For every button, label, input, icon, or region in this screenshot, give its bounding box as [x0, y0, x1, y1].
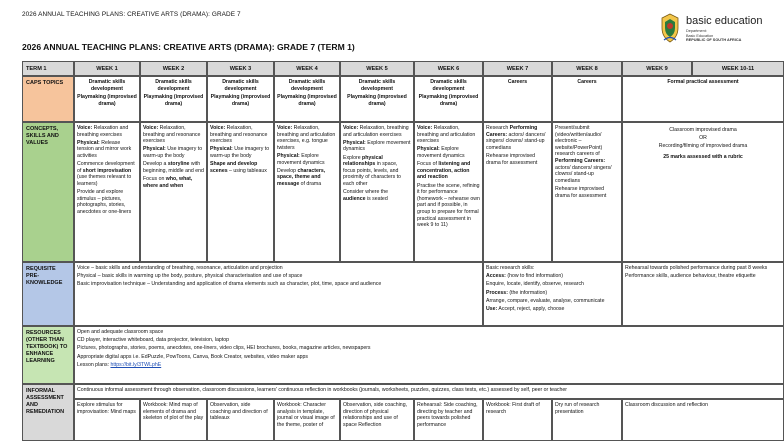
caps-week4: [274, 76, 340, 122]
caps-week5-topic: Dramatic skills development: [358, 79, 396, 92]
row-label-caps: CAPS TOPICS: [22, 76, 74, 122]
c5-d-bold: audience: [343, 195, 366, 202]
caps-week7-topic: Careers: [507, 79, 528, 85]
c7-a1: Research: [486, 125, 510, 131]
concepts-week6: [414, 122, 483, 262]
caps-week4-sub: Playmaking (improvised drama): [277, 94, 337, 107]
c9-c: 25 marks assessed with a rubric: [663, 153, 743, 160]
informal-week9-11: Classroom discussion and reflection: [622, 399, 784, 441]
pk-c3: Enquire, locate, identify, observe, research: [486, 281, 584, 288]
col-header-week8: WEEK 8: [552, 61, 622, 76]
c5-b: Explore movement dynamics: [343, 139, 411, 153]
col-header-week5: WEEK 5: [340, 61, 414, 76]
caps-week6: [414, 76, 483, 122]
res-l2: CD player, interactive whiteboard, data projector, television, laptop: [77, 337, 229, 344]
pk-c2-label: Access:: [486, 273, 506, 280]
c1-a: Relaxation and breathing exercises: [77, 125, 129, 138]
c8-a: Present/submit (video/written/audio/ electronic – website/PowerPoint) research careers of: [555, 125, 603, 158]
logo-name: basic education: [686, 15, 763, 27]
caps-week5: [340, 76, 414, 122]
caps-week2-topic: Dramatic skills development: [155, 79, 192, 92]
department-logo: [658, 13, 778, 43]
pk-main-1: Voice – basic skills and understanding of breathing, resonance, articulation and projection: [77, 265, 283, 271]
c9-or: OR: [699, 135, 707, 142]
row-label-prereq: REQUISITE PRE-KNOWLEDGE: [22, 262, 74, 326]
informal-week4: Workbook: Character analysis in template, journal or visual image of the theme, poster of: [274, 399, 340, 441]
c9-b: Recording/filming of improvised drama: [658, 143, 748, 150]
c3-b: Use imagery to warm-up the body: [210, 146, 270, 159]
concepts-week8: [552, 122, 622, 262]
prereq-weeks1-6: [74, 262, 483, 326]
concepts-week4: [274, 122, 340, 262]
res-l5: Lesson plans:: [77, 361, 111, 368]
c2-c2: with beginning, middle and end: [143, 161, 204, 174]
c7-b: Rehearse improvised drama for assessment: [486, 152, 538, 166]
caps-week1-sub: Playmaking (improvised drama): [77, 94, 137, 107]
c5-d1: Consider where the: [343, 189, 388, 196]
col-header-week3: WEEK 3: [207, 61, 274, 76]
col-header-week9: WEEK 9: [622, 61, 692, 76]
res-l3: Pictures, photographs, stories, poems, anecdotes, one-liners, video clips, HEI brochures, books, magazine articles, newspapers: [77, 345, 371, 352]
c1-a-label: Voice:: [77, 125, 93, 131]
c4-c-bold: characters, space, theme and message: [277, 167, 326, 187]
caps-week3-sub: Playmaking (improvised drama): [210, 94, 271, 107]
c3-a: Relaxation, breathing and resonance exercises: [210, 125, 268, 145]
concepts-week5: [340, 122, 414, 262]
pk-c6: Accept, reject, apply, choose: [497, 305, 565, 312]
concepts-week2: [140, 122, 207, 262]
caps-week6-sub: Playmaking (improvised drama): [418, 94, 479, 107]
c8-a-bold: Performing Careers:: [555, 157, 606, 164]
concepts-week1: [74, 122, 140, 262]
coat-of-arms-icon: [658, 13, 682, 43]
c4-c2: of drama: [299, 180, 322, 187]
c7-a2: actors/ dancers/ singers/ clowns/ stand-up comedians: [486, 131, 546, 151]
col-header-week7: WEEK 7: [483, 61, 552, 76]
c5-c2: in space, focus points, levels, and proximity of characters to each other: [343, 161, 401, 187]
informal-week1: Explore stimulus for improvisation: Mind maps: [74, 399, 140, 441]
logo-line-3: REPUBLIC OF SOUTH AFRICA: [686, 38, 742, 42]
pk-main-2: Physical – basic skills in warming up the body, posture, physical characterisation and use of space: [77, 273, 303, 280]
caps-week7: [483, 76, 552, 122]
caps-week2: [140, 76, 207, 122]
c4-b: Explore movement dynamics: [277, 152, 325, 166]
res-l1: Open and adequate classroom space: [77, 329, 164, 335]
caps-week1-topic: Dramatic skills development: [88, 79, 126, 92]
informal-week3: Observation, side coaching and direction of tableaux: [207, 399, 274, 441]
c4-c1: Develop: [277, 167, 298, 174]
caps-week4-topic: Dramatic skills development: [288, 79, 326, 92]
pk-f2: Performance skills, audience behaviour, theatre etiquette: [625, 273, 756, 280]
pk-main-3: Basic improvisation technique – Understanding and application of drama elements such as character, plot, time, space and audience: [77, 281, 382, 288]
c1-c2: (use themes relevant to learners): [77, 174, 132, 187]
c6-a: Relaxation, breathing and articulation exercises: [417, 125, 476, 145]
col-header-week1: WEEK 1: [74, 61, 140, 76]
concepts-week3: [207, 122, 274, 262]
c1-b: Release tension and mirror work activities: [77, 139, 132, 159]
c5-b-label: Physical:: [343, 139, 366, 146]
teaching-plan-table: [22, 61, 784, 441]
col-header-week6: WEEK 6: [414, 61, 483, 76]
col-header-week2: WEEK 2: [140, 61, 207, 76]
caps-week5-sub: Playmaking (improvised drama): [347, 94, 407, 107]
c3-a-label: Voice:: [210, 125, 226, 131]
c6-c-bold: listening and concentration, action and reaction: [417, 161, 471, 181]
informal-week8: Dry run of research presentation: [552, 399, 622, 441]
pk-f1: Rehearsal towards polished performance during past 8 weeks: [625, 265, 768, 271]
caps-week3: [207, 76, 274, 122]
c1-b-label: Physical:: [77, 139, 100, 146]
running-header: 2026 ANNUAL TEACHING PLANS: CREATIVE ARTS (DRAMA): GRADE 7: [22, 11, 241, 18]
c2-a: Relaxation, breathing and resonance exercises: [143, 125, 201, 145]
concepts-week7: [483, 122, 552, 262]
prereq-weeks9-11: [622, 262, 784, 326]
c8-a2: actors/ dancers/ singers/ clowns/ stand-up comedians: [555, 164, 612, 184]
c8-b: Rehearse improvised drama for assessment: [555, 185, 607, 199]
c2-d-bold: who, what, where and when: [143, 175, 193, 189]
c2-c-bold: storyline: [167, 161, 190, 168]
page-title: 2026 ANNUAL TEACHING PLANS: CREATIVE ARTS (DRAMA): GRADE 7 (TERM 1): [22, 42, 355, 52]
row-label-resources: RESOURCES (OTHER THAN TEXTBOOK) TO ENHANCE LEARNING: [22, 326, 74, 384]
caps-week9-11-topic: Formal practical assessment: [667, 79, 739, 85]
c3-b-label: Physical:: [210, 146, 233, 153]
c1-c1: Commence development of: [77, 161, 135, 174]
pk-c4-label: Process:: [486, 289, 508, 296]
informal-week5: Observation, side coaching, direction of physical relationships and use of space Reflection: [340, 399, 414, 441]
informal-week2: Workbook: Mind map of elements of drama and skeleton of plot of the play: [140, 399, 207, 441]
c2-c1: Develop a: [143, 161, 168, 168]
c5-a-label: Voice:: [343, 125, 359, 131]
caps-week9-11: [622, 76, 784, 122]
c3-c-bold: Shape and develop scenes: [210, 161, 258, 174]
pk-c1: Basic research skills:: [486, 265, 535, 271]
resources-all-weeks: [74, 326, 784, 384]
caps-week2-sub: Playmaking (improvised drama): [143, 94, 204, 107]
concepts-week9-11: [622, 122, 784, 262]
row-label-concepts: CONCEPTS, SKILLS AND VALUES: [22, 122, 74, 262]
logo-line-1: Department:: [686, 29, 707, 33]
pk-c6-label: Use:: [486, 305, 498, 312]
pk-c2: (how to find information): [505, 273, 563, 280]
informal-span: Continuous informal assessment through observation, classroom discussions, learners' continuous reflection in workbooks (journals, worksheets, puzzles, quizzes, class tests, etc.) assessed by self, peer or teacher: [74, 384, 784, 399]
caps-week6-topic: Dramatic skills development: [430, 79, 467, 92]
c2-a-label: Voice:: [143, 125, 159, 131]
c9-a: Classroom improvised drama: [669, 127, 737, 133]
c3-c: – using tableaux: [227, 167, 267, 174]
c6-a-label: Voice:: [417, 125, 433, 131]
c5-d2: is seated: [365, 195, 388, 202]
c2-b: Use imagery to warm-up the body: [143, 146, 203, 159]
lesson-plans-link[interactable]: https://bit.ly/3TWLphE: [110, 361, 162, 368]
col-header-term: TERM 1: [22, 61, 74, 76]
c4-a-label: Voice:: [277, 125, 293, 131]
c2-b-label: Physical:: [143, 146, 166, 153]
c2-d1: Focus on: [143, 175, 166, 182]
pk-c5: Arrange, compare, evaluate, analyse, communicate: [486, 297, 605, 304]
c1-c-bold: short improvisation: [82, 167, 132, 174]
c4-a: Relaxation, breathing and articulation exercises, e.g. tongue twisters: [277, 125, 336, 151]
logo-line-2: Basic Education: [686, 33, 714, 38]
c6-b-label: Physical:: [417, 146, 440, 153]
c6-d: Practise the scene, refining it for performance (homework – rehearse own part and if possible, in group to prepare for formal practical assessment in week 9 to 11): [417, 182, 480, 229]
caps-week8-topic: Careers: [577, 79, 597, 85]
prereq-weeks7-8: [483, 262, 622, 326]
c7-a-bold: Performing Careers:: [486, 125, 538, 138]
c6-c1: Focus of: [417, 161, 439, 168]
pk-c4: (the information): [507, 289, 548, 296]
c5-a: Relaxation, breathing and articulation exercises: [343, 125, 409, 138]
informal-week7: Workbook: First draft of research: [483, 399, 552, 441]
c1-d: Provide and explore stimulus – pictures, photographs, stories, anecdotes or one-liners: [77, 189, 132, 215]
c6-b: Explore movement dynamics: [417, 146, 465, 159]
caps-week1: [74, 76, 140, 122]
row-label-informal: INFORMAL ASSESSMENT AND REMEDIATION: [22, 384, 74, 441]
caps-week8: [552, 76, 622, 122]
c5-c-bold: physical relationships: [343, 154, 383, 168]
informal-week6: Rehearsal: Side coaching, directing by teacher and peers towards polished performance: [414, 399, 483, 441]
col-header-week4: WEEK 4: [274, 61, 340, 76]
res-l4: Appropriate digital apps i.e. EdPuzzle, PowToons, Canva, Book Creator, websites, video maker apps: [77, 353, 308, 360]
c4-b-label: Physical:: [277, 152, 300, 159]
col-header-week10-11: WEEK 10-11: [692, 61, 784, 76]
c5-c1: Explore: [343, 154, 363, 161]
caps-week3-topic: Dramatic skills development: [222, 79, 259, 92]
